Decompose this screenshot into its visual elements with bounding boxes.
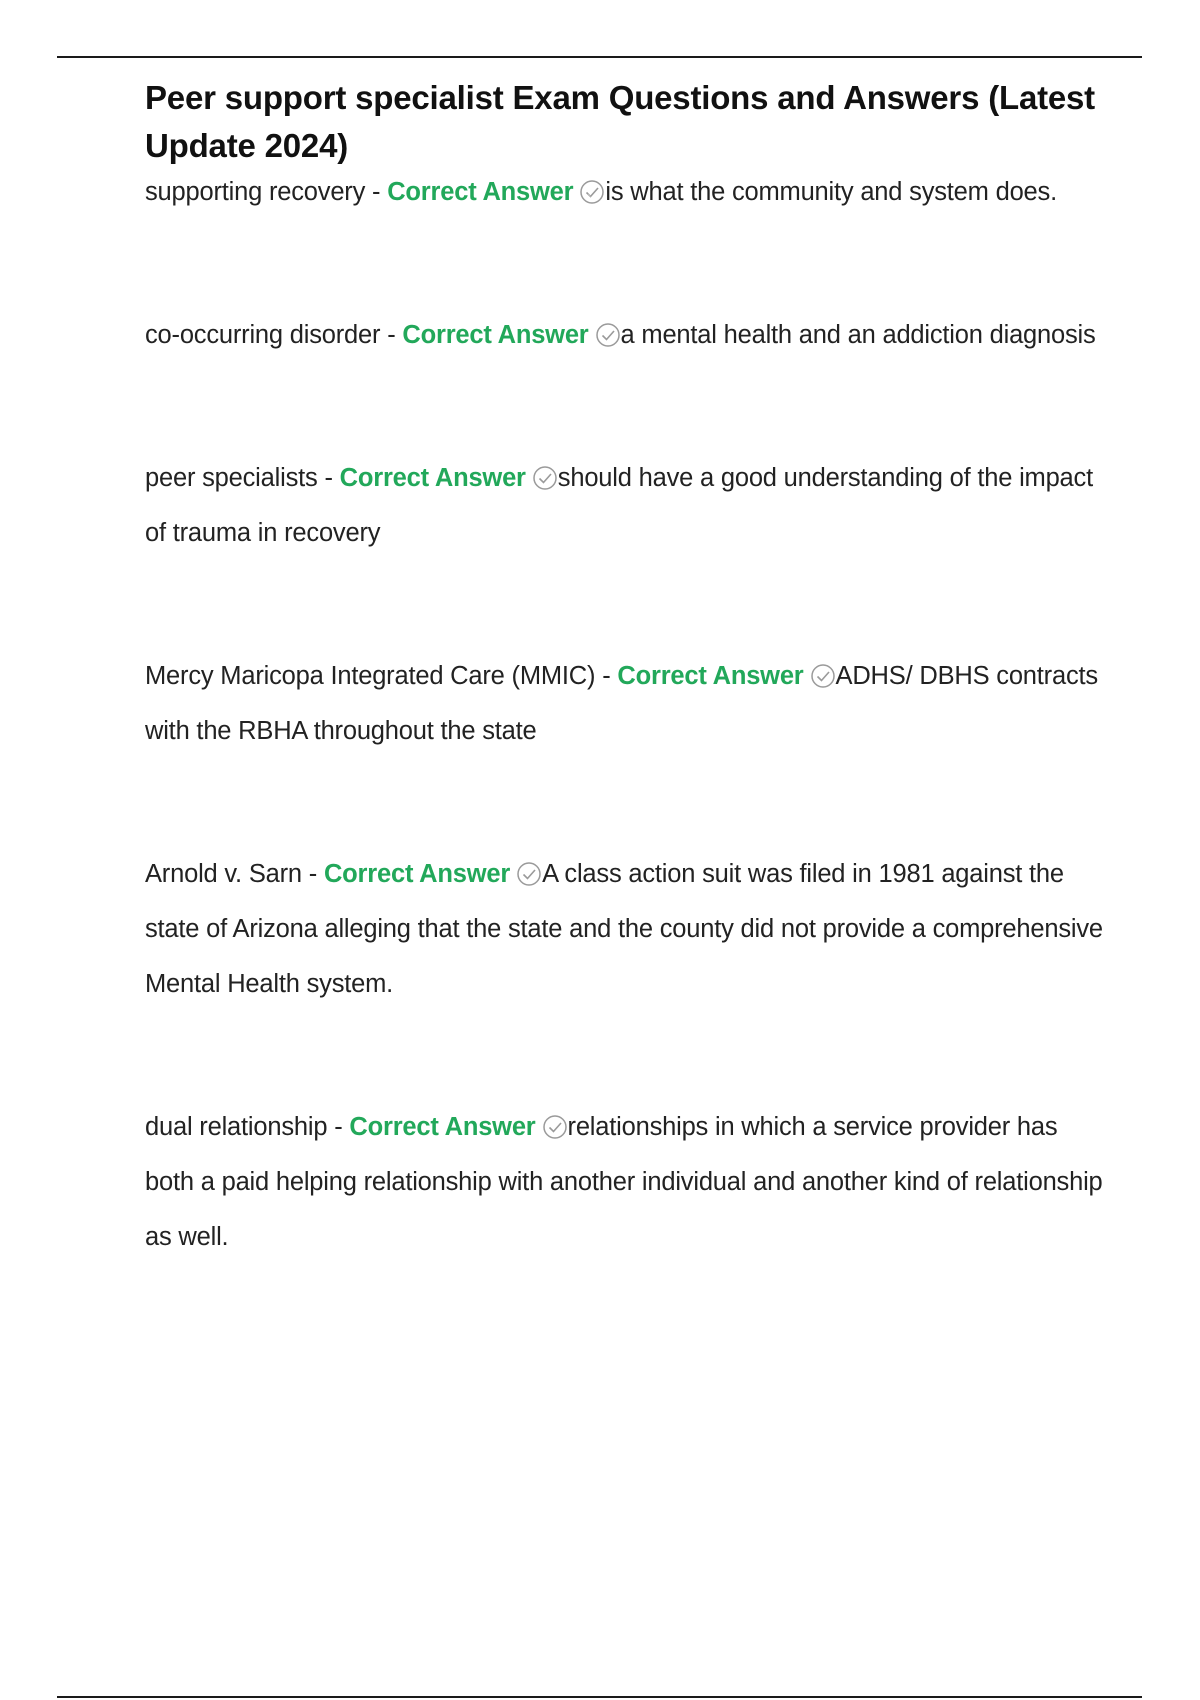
check-circle-icon [516,861,542,887]
check-circle-icon [542,1114,568,1140]
entry-answer: is what the community and system does. [605,178,1057,206]
correct-answer-label: Correct Answer [387,178,574,206]
document-body [145,74,1105,1353]
correct-answer-label: Correct Answer [617,662,804,690]
check-circle-icon [810,663,836,689]
qa-entry-peer-specialists [145,451,1105,561]
entry-separator: - [380,321,403,349]
bottom-divider [57,1696,1142,1698]
qa-entry-arnold-v-sarn [145,847,1105,1012]
correct-answer-label: Correct Answer [349,1113,536,1141]
entry-answer: relationships in which a service provider has both a paid helping relationship with another individual and another kind of relationship as well. [145,1113,1103,1251]
correct-answer-label: Correct Answer [323,860,511,888]
entry-answer: a mental health and an addiction diagnosis [620,321,1096,349]
correct-answer-label: Correct Answer [339,464,526,492]
entry-separator: - [327,1113,350,1141]
qa-entry-mmic [145,649,1105,759]
qa-entry-supporting-recovery [145,165,1105,220]
document-title: Peer support specialist Exam Questions and Answers (Latest Update 2024) [145,79,1095,164]
entry-separator: - [317,464,340,492]
top-divider [57,56,1142,58]
entry-separator: - [301,860,324,888]
check-circle-icon [595,322,621,348]
check-circle-icon [579,179,605,205]
entry-term: Mercy Maricopa Integrated Care (MMIC) [145,662,596,690]
entry-separator: - [595,662,618,690]
entry-term: peer specialists [145,464,318,492]
entry-term: dual relationship [145,1113,328,1141]
entry-answer: should have a good understanding of the impact of trauma in recovery [145,464,1093,547]
entry-list [145,165,1105,1265]
check-circle-icon [532,465,558,491]
qa-entry-dual-relationship [145,1100,1105,1265]
entry-answer: ADHS/ DBHS contracts with the RBHA throughout the state [145,662,1098,745]
entry-term: Arnold v. Sarn [145,860,302,888]
entry-separator: - [365,178,388,206]
correct-answer-label: Correct Answer [402,321,589,349]
qa-entry-co-occurring-disorder [145,308,1105,363]
entry-term: co-occurring disorder [145,321,381,349]
entry-term: supporting recovery [145,178,366,206]
entry-answer: A class action suit was filed in 1981 against the state of Arizona alleging that the state and the county did not provide a comprehensive Mental Health system. [145,860,1103,998]
